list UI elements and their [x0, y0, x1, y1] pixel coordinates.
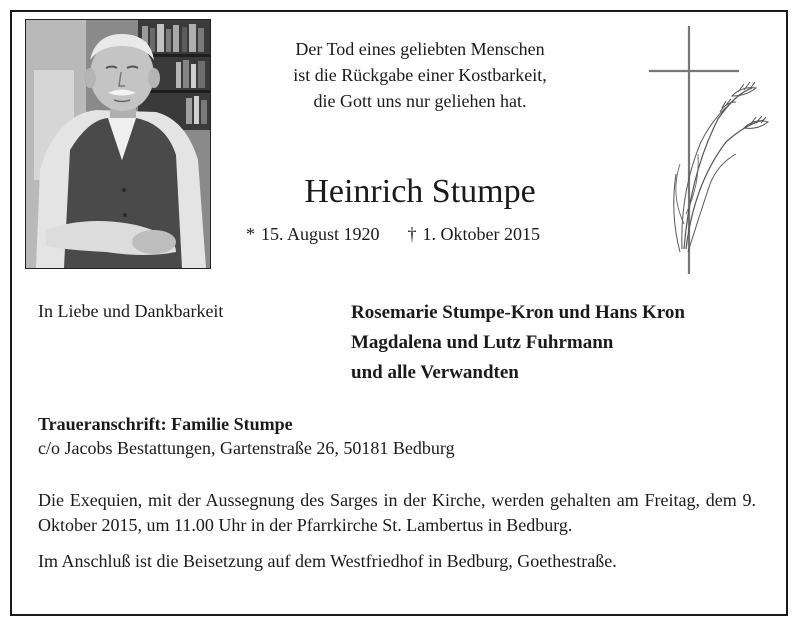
dedication-text: In Liebe und Dankbarkeit: [38, 301, 224, 321]
mourner-name: Magdalena und Lutz Fuhrmann: [351, 332, 614, 353]
address-line: c/o Jacobs Bestattungen, Gartenstraße 26, 50181 Bedburg: [38, 438, 455, 458]
portrait-photo: [25, 19, 211, 269]
funeral-details: [38, 488, 756, 574]
mourning-address: [38, 412, 455, 460]
mourner-list: [351, 298, 685, 388]
mourner-name: Rosemarie Stumpe-Kron und Hans Kron: [351, 302, 685, 323]
death-symbol: †: [407, 224, 417, 244]
service-paragraph: Die Exequien, mit der Aussegnung des Sarges in der Kirche, werden gehalten am Freitag, dem 9. Oktober 2015, um 11.00 Uhr in der Pfarrkirche St. Lambertus in Bedburg.: [38, 490, 756, 535]
address-title: Traueranschrift: Familie Stumpe: [38, 414, 293, 434]
burial-paragraph: Im Anschluß ist die Beisetzung auf dem Westfriedhof in Bedburg, Goethestraße.: [38, 551, 617, 571]
cross-with-wheat-icon: [640, 24, 770, 278]
deceased-name: Heinrich Stumpe: [304, 173, 536, 210]
birth-symbol: *: [246, 224, 255, 244]
death-date: 1. Oktober 2015: [422, 224, 540, 244]
life-dates: [246, 224, 540, 245]
quote-line: ist die Rückgabe einer Kostbarkeit,: [293, 65, 547, 85]
memorial-quote: [250, 36, 590, 114]
mourner-name: und alle Verwandten: [351, 362, 519, 383]
quote-line: die Gott uns nur geliehen hat.: [313, 91, 527, 111]
birth-date: 15. August 1920: [261, 224, 380, 244]
quote-line: Der Tod eines geliebten Menschen: [295, 39, 545, 59]
